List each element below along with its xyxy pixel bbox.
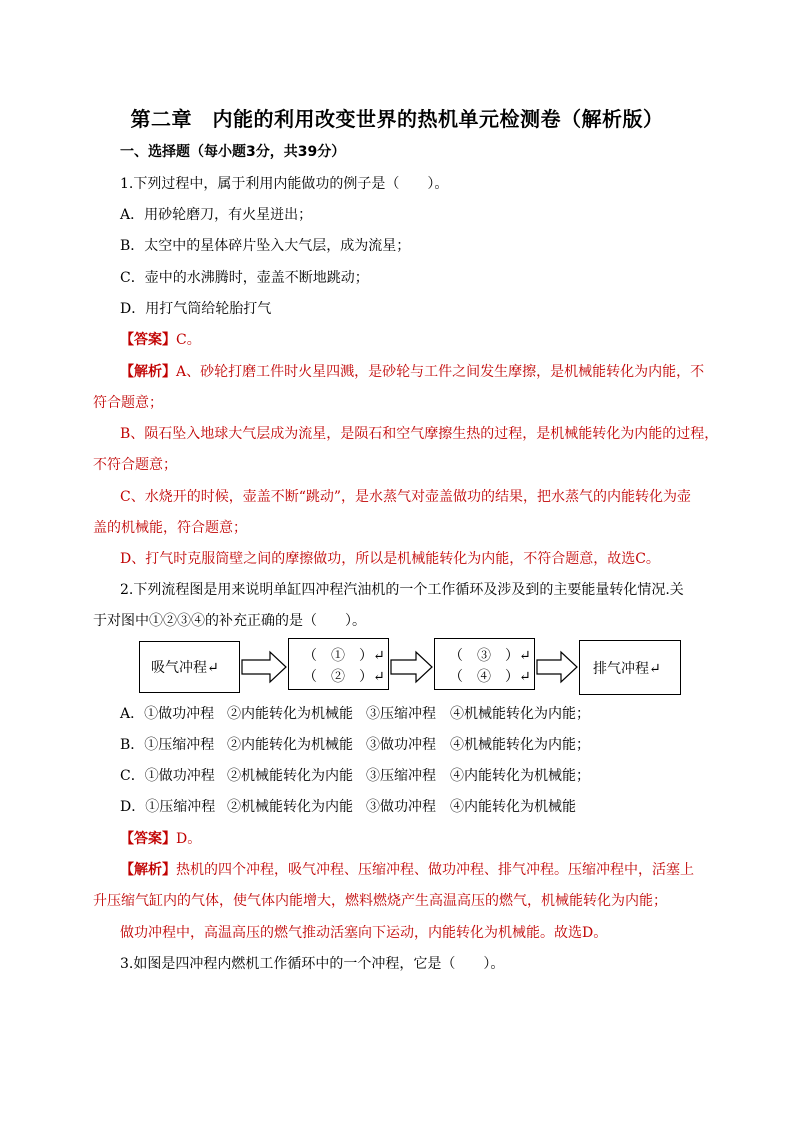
q1-analysis-line	[120, 362, 704, 382]
q1-analysis-line: 不符合题意；	[93, 457, 177, 473]
option-part: ③做功冲程	[366, 799, 436, 815]
right-arrow-icon	[242, 652, 286, 682]
option-part: C．①做功冲程	[120, 768, 215, 784]
option-part: ④机械能转化为内能；	[450, 737, 590, 753]
answer-value: C。	[176, 332, 201, 348]
analysis-text: 热机的四个冲程，吸气冲程、压缩冲程、做功冲程、排气冲程。压缩冲程中，活塞上	[176, 862, 694, 878]
flow-box-label: （ ④ ）↵	[449, 669, 531, 685]
analysis-tag: 【解析】	[120, 862, 176, 878]
flow-box-unknown-1	[288, 638, 389, 690]
q1-option-a: A．用砂轮磨刀，有火星迸出；	[120, 207, 313, 223]
q1-option-d: D．用打气筒给轮胎打气	[120, 301, 272, 317]
q1-answer	[120, 330, 201, 350]
page-title: 第二章 内能的利用改变世界的热机单元检测卷（解析版）	[130, 107, 664, 131]
option-part: D．①压缩冲程	[120, 799, 216, 815]
q2-stem: 于对图中①②③④的补充正确的是（ ）。	[93, 613, 366, 629]
q1-analysis-line: D、打气时克服筒壁之间的摩擦做功，所以是机械能转化为内能，不符合题意，故选C。	[120, 551, 660, 567]
q2-analysis-line	[120, 860, 694, 880]
q1-analysis-line: 盖的机械能，符合题意；	[93, 520, 247, 536]
option-part: ②内能转化为机械能	[227, 737, 353, 753]
answer-value: D。	[176, 831, 202, 847]
q2-option-c	[120, 766, 590, 786]
q2-stem: 2.下列流程图是用来说明单缸四冲程汽油机的一个工作循环及涉及到的主要能量转化情况.关	[120, 582, 684, 598]
q1-analysis-line: C、水烧开的时候，壶盖不断“跳动”，是水蒸气对壶盖做功的结果，把水蒸气的内能转化为壶	[120, 489, 692, 505]
answer-tag: 【答案】	[120, 332, 176, 348]
option-part: ③压缩冲程	[366, 706, 436, 722]
option-part: B．①压缩冲程	[120, 737, 215, 753]
right-arrow-icon	[537, 652, 577, 682]
flow-box-unknown-2	[434, 638, 535, 690]
option-part: ②机械能转化为内能	[227, 768, 353, 784]
flow-box-intake	[139, 641, 240, 693]
option-part: ④内能转化为机械能；	[450, 768, 590, 784]
analysis-text: A、砂轮打磨工件时火星四溅，是砂轮与工件之间发生摩擦，是机械能转化为内能，不	[176, 364, 705, 380]
q1-option-c: C．壶中的水沸腾时，壶盖不断地跳动；	[120, 270, 369, 286]
analysis-tag: 【解析】	[120, 364, 176, 380]
section-heading: 一、选择题（每小题3分，共39分）	[120, 144, 346, 160]
q2-analysis-line: 做功冲程中，高温高压的燃气推动活塞向下运动，内能转化为机械能。故选D。	[120, 925, 608, 941]
flow-box-label: （ ② ）↵	[303, 669, 385, 685]
answer-tag: 【答案】	[120, 831, 176, 847]
option-part: ②机械能转化为内能	[227, 799, 353, 815]
q1-analysis-line: B、陨石坠入地球大气层成为流星，是陨石和空气摩擦生热的过程，是机械能转化为内能的过程，	[120, 426, 719, 442]
q2-answer	[120, 829, 201, 849]
option-part: A．①做功冲程	[120, 706, 215, 722]
flow-box-exhaust	[579, 640, 681, 695]
flow-box-label: （ ③ ）↵	[449, 648, 531, 664]
q2-analysis-line: 升压缩气缸内的气体，使气体内能增大，燃料燃烧产生高温高压的燃气，机械能转化为内能；	[93, 893, 667, 909]
flow-box-label: 吸气冲程↵	[151, 660, 219, 676]
option-part: ④内能转化为机械能	[450, 799, 576, 815]
q2-option-b	[120, 735, 590, 755]
q1-stem: 1.下列过程中，属于利用内能做功的例子是（ ）。	[120, 176, 449, 192]
q1-option-b: B．太空中的星体碎片坠入大气层，成为流星；	[120, 238, 411, 254]
option-part: ④机械能转化为内能；	[450, 706, 590, 722]
flow-box-label: 排气冲程↵	[593, 661, 661, 677]
flow-box-label: （ ① ）↵	[303, 648, 385, 664]
q3-stem: 3.如图是四冲程内燃机工作循环中的一个冲程，它是（ ）。	[120, 956, 505, 972]
right-arrow-icon	[391, 652, 432, 682]
option-part: ③做功冲程	[366, 737, 436, 753]
q1-analysis-line: 符合题意；	[93, 395, 163, 411]
option-part: ③压缩冲程	[366, 768, 436, 784]
q2-option-d	[120, 797, 576, 817]
q2-option-a	[120, 704, 590, 724]
option-part: ②内能转化为机械能	[227, 706, 353, 722]
